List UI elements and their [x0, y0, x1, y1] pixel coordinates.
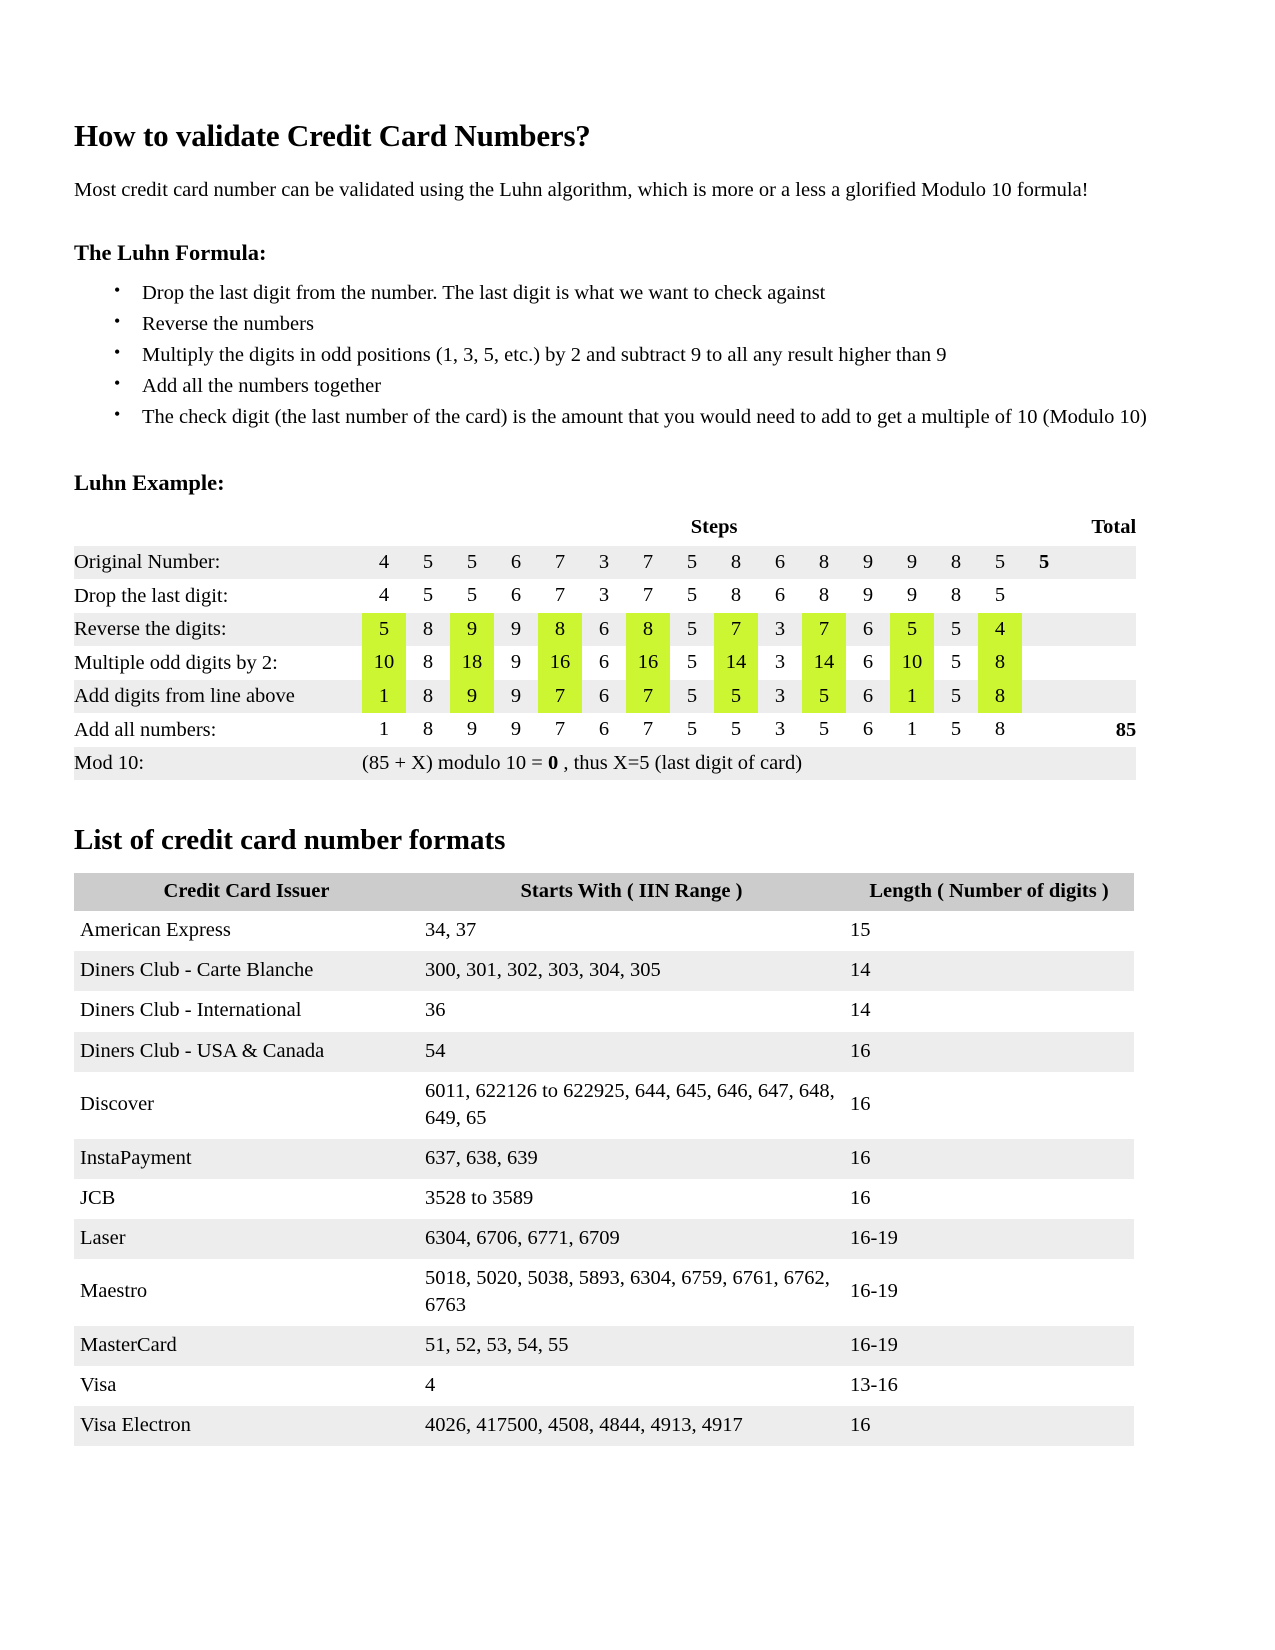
luhn-digit-cell: 3 [598, 584, 610, 607]
luhn-digit-cell: 4 [378, 550, 390, 573]
luhn-digit-cell: 5 [686, 550, 698, 573]
issuer-name-cell: MasterCard [80, 1333, 177, 1356]
luhn-digit-cell: 6 [862, 617, 874, 640]
table-row [74, 1179, 1134, 1219]
luhn-digit-cell: 5 [950, 651, 962, 674]
luhn-formula-list [74, 278, 1201, 432]
luhn-digit-cell: 9 [862, 550, 874, 573]
iin-range-cell: 5018, 5020, 5038, 5893, 6304, 6759, 6761, 6762, 6763 [425, 1266, 830, 1316]
iin-range-cell: 300, 301, 302, 303, 304, 305 [425, 959, 661, 982]
luhn-row-label: Original Number: [74, 551, 221, 574]
luhn-digit-cell: 9 [906, 550, 918, 573]
issuer-name-cell: Maestro [80, 1280, 148, 1303]
luhn-digit-cell: 8 [422, 718, 434, 741]
luhn-row [74, 713, 1136, 747]
luhn-digit-cell: 3 [598, 550, 610, 573]
formula-bullet: • The check digit (the last number of the card) is the amount that you would need to add to get a multiple of 10 (Modulo 10) [142, 402, 1162, 432]
luhn-digit-cell: 9 [510, 651, 522, 674]
iin-range-cell: 54 [425, 1039, 446, 1062]
table-row [74, 951, 1134, 991]
luhn-digit-cell: 8 [730, 550, 742, 573]
luhn-digit-cell: 10 [890, 646, 934, 680]
luhn-total-cell [1066, 613, 1136, 647]
table-row [74, 1139, 1134, 1179]
card-length-cell: 15 [850, 919, 871, 942]
card-length-cell: 13-16 [850, 1373, 898, 1396]
issuer-name-cell: American Express [80, 919, 231, 942]
luhn-header-blank [74, 516, 362, 546]
luhn-digit-cell: 6 [598, 617, 610, 640]
issuer-name-cell: Diners Club - International [80, 999, 302, 1022]
luhn-table-body [74, 546, 1136, 781]
intro-paragraph: Most credit card number can be validated using the Luhn algorithm, which is more or a less a glorified Modulo 10 formula! [74, 179, 1089, 201]
luhn-digit-cell: 6 [862, 684, 874, 707]
luhn-mod10-label: Mod 10: [74, 752, 145, 775]
luhn-total-cell [1066, 646, 1136, 680]
iin-range-cell: 34, 37 [425, 919, 477, 942]
luhn-digit-cell: 8 [978, 680, 1022, 714]
luhn-digit-cell: 18 [450, 646, 494, 680]
issuer-name-cell: JCB [80, 1186, 116, 1209]
card-length-cell: 16-19 [850, 1226, 898, 1249]
luhn-row-label: Multiple odd digits by 2: [74, 651, 278, 674]
luhn-digit-cell: 5 [422, 584, 434, 607]
luhn-digit-cell: 3 [774, 617, 786, 640]
mod10-expression-prefix: (85 + X) modulo 10 = [362, 752, 548, 775]
formats-header-issuer: Credit Card Issuer [74, 873, 419, 911]
luhn-digit-cell: 5 [950, 684, 962, 707]
table-row [74, 1072, 1134, 1139]
formats-table-body [74, 911, 1134, 1446]
formula-bullet: • Reverse the numbers [142, 309, 1162, 339]
luhn-total-cell [1066, 680, 1136, 714]
luhn-digit-cell: 8 [422, 684, 434, 707]
luhn-digit-cell: 6 [774, 550, 786, 573]
issuer-name-cell: Visa Electron [80, 1413, 191, 1436]
luhn-digit-cell: 9 [450, 680, 494, 714]
table-row [74, 1032, 1134, 1072]
iin-range-cell: 51, 52, 53, 54, 55 [425, 1333, 569, 1356]
card-length-cell: 16 [850, 1093, 871, 1116]
card-length-cell: 16-19 [850, 1280, 898, 1303]
luhn-row [74, 680, 1136, 714]
luhn-total-cell [1066, 579, 1136, 613]
issuer-name-cell: Diners Club - Carte Blanche [80, 959, 314, 982]
luhn-digit-cell: 9 [510, 684, 522, 707]
luhn-digit-cell: 5 [802, 680, 846, 714]
luhn-digit-cell: 5 [818, 718, 830, 741]
luhn-digit-cell: 5 [994, 584, 1006, 607]
luhn-digit-cell: 9 [906, 584, 918, 607]
luhn-digit-cell: 6 [598, 651, 610, 674]
luhn-digit-cell: 6 [774, 584, 786, 607]
iin-range-cell: 4 [425, 1373, 436, 1396]
card-length-cell: 14 [850, 999, 871, 1022]
luhn-digit-cell [1022, 646, 1066, 680]
luhn-digit-cell: 5 [950, 617, 962, 640]
iin-range-cell: 6011, 622126 to 622925, 644, 645, 646, 647, 648, 649, 65 [425, 1079, 835, 1129]
luhn-digit-cell: 1 [906, 718, 918, 741]
luhn-digit-cell: 3 [774, 718, 786, 741]
luhn-digit-cell: 8 [994, 718, 1006, 741]
luhn-digit-cell: 9 [450, 613, 494, 647]
table-row [74, 1366, 1134, 1406]
luhn-digit-cell: 9 [466, 718, 478, 741]
card-length-cell: 16 [850, 1186, 871, 1209]
luhn-digit-cell [1022, 613, 1066, 647]
card-length-cell: 16-19 [850, 1333, 898, 1356]
luhn-digit-cell: 7 [802, 613, 846, 647]
luhn-row [74, 613, 1136, 647]
luhn-digit-cell: 5 [994, 550, 1006, 573]
luhn-digit-cell: 7 [554, 584, 566, 607]
luhn-row [74, 546, 1136, 580]
luhn-digit-cell: 7 [538, 680, 582, 714]
luhn-digit-cell: 3 [774, 651, 786, 674]
luhn-digit-cell: 1 [378, 718, 390, 741]
iin-range-cell: 4026, 417500, 4508, 4844, 4913, 4917 [425, 1413, 743, 1436]
luhn-digit-cell: 6 [510, 550, 522, 573]
luhn-digit-cell [1022, 579, 1066, 613]
iin-range-cell: 36 [425, 999, 446, 1022]
issuer-name-cell: Laser [80, 1226, 126, 1249]
luhn-digit-cell: 16 [626, 646, 670, 680]
luhn-total-cell: 85 [1115, 718, 1137, 741]
luhn-digit-cell: 8 [950, 550, 962, 573]
luhn-digit-cell: 7 [642, 550, 654, 573]
luhn-digit-cell: 5 [686, 584, 698, 607]
luhn-digit-cell [1022, 713, 1066, 747]
luhn-digit-cell: 6 [598, 684, 610, 707]
luhn-digit-cell [1022, 680, 1066, 714]
formula-bullet: • Multiply the digits in odd positions (1, 3, 5, etc.) by 2 and subtract 9 to all any result higher than 9 [142, 340, 1162, 370]
luhn-mod10-row [74, 747, 1136, 781]
luhn-header-steps: Steps [362, 516, 1066, 546]
formula-bullet: • Add all the numbers together [142, 371, 1162, 401]
table-row [74, 1219, 1134, 1259]
luhn-digit-cell: 7 [642, 718, 654, 741]
card-length-cell: 16 [850, 1413, 871, 1436]
luhn-digit-cell: 8 [950, 584, 962, 607]
luhn-digit-cell: 5 [714, 680, 758, 714]
table-row [74, 1326, 1134, 1366]
table-row [74, 911, 1134, 951]
luhn-digit-cell: 6 [598, 718, 610, 741]
luhn-digit-cell: 1 [362, 680, 406, 714]
iin-range-cell: 6304, 6706, 6771, 6709 [425, 1226, 620, 1249]
luhn-steps-table [74, 516, 1136, 781]
card-length-cell: 16 [850, 1039, 871, 1062]
luhn-example-heading: Luhn Example: [74, 469, 225, 495]
table-row [74, 1259, 1134, 1326]
formats-header-row [74, 873, 1134, 911]
luhn-digit-cell: 8 [422, 651, 434, 674]
formats-header-iin: Starts With ( IIN Range ) [419, 873, 844, 911]
luhn-row [74, 579, 1136, 613]
table-row [74, 1406, 1134, 1446]
luhn-table-header-row [74, 516, 1136, 546]
luhn-digit-cell: 8 [730, 584, 742, 607]
luhn-digit-cell: 5 [686, 651, 698, 674]
luhn-digit-cell: 9 [510, 617, 522, 640]
luhn-digit-cell: 9 [862, 584, 874, 607]
card-formats-table [74, 873, 1134, 1446]
luhn-digit-cell: 7 [714, 613, 758, 647]
luhn-digit-cell: 14 [714, 646, 758, 680]
card-length-cell: 16 [850, 1146, 871, 1169]
issuer-name-cell: Diners Club - USA & Canada [80, 1039, 325, 1062]
issuer-name-cell: Discover [80, 1093, 155, 1116]
luhn-digit-cell: 5 [950, 718, 962, 741]
luhn-mod10-expression [362, 747, 1136, 781]
luhn-digit-cell: 5 [686, 684, 698, 707]
luhn-digit-cell: 5 [890, 613, 934, 647]
luhn-row-label: Reverse the digits: [74, 618, 227, 641]
luhn-digit-cell: 16 [538, 646, 582, 680]
luhn-digit-cell: 8 [818, 584, 830, 607]
luhn-total-cell [1066, 546, 1136, 580]
luhn-digit-cell: 5 [686, 617, 698, 640]
luhn-digit-cell: 7 [626, 680, 670, 714]
luhn-digit-cell: 6 [862, 651, 874, 674]
mod10-expression-suffix: , thus X=5 (last digit of card) [558, 752, 803, 775]
luhn-digit-cell: 5 [686, 718, 698, 741]
luhn-digit-cell: 8 [626, 613, 670, 647]
luhn-digit-cell: 7 [554, 718, 566, 741]
luhn-digit-cell: 7 [642, 584, 654, 607]
formats-header-length: Length ( Number of digits ) [844, 873, 1134, 911]
issuer-name-cell: InstaPayment [80, 1146, 192, 1169]
luhn-digit-cell: 5 [466, 584, 478, 607]
luhn-row-label: Add digits from line above [74, 685, 295, 708]
luhn-row [74, 646, 1136, 680]
luhn-digit-cell: 1 [890, 680, 934, 714]
luhn-digit-cell: 5 [422, 550, 434, 573]
luhn-digit-cell: 5 [362, 613, 406, 647]
luhn-row-label: Drop the last digit: [74, 584, 229, 607]
issuer-name-cell: Visa [80, 1373, 117, 1396]
luhn-digit-cell: 7 [554, 550, 566, 573]
formula-bullet: • Drop the last digit from the number. The last digit is what we want to check against [142, 278, 1162, 308]
luhn-digit-cell: 8 [538, 613, 582, 647]
luhn-digit-cell: 8 [422, 617, 434, 640]
card-length-cell: 14 [850, 959, 871, 982]
luhn-digit-cell: 8 [978, 646, 1022, 680]
luhn-digit-cell: 6 [862, 718, 874, 741]
luhn-digit-cell: 5 [466, 550, 478, 573]
luhn-formula-heading: The Luhn Formula: [74, 239, 267, 265]
luhn-digit-cell: 5 [1038, 550, 1050, 573]
luhn-digit-cell: 8 [818, 550, 830, 573]
table-row [74, 991, 1134, 1031]
luhn-digit-cell: 3 [774, 684, 786, 707]
luhn-digit-cell: 9 [510, 718, 522, 741]
page-title: How to validate Credit Card Numbers? [74, 118, 591, 153]
luhn-digit-cell: 14 [802, 646, 846, 680]
iin-range-cell: 637, 638, 639 [425, 1146, 538, 1169]
luhn-digit-cell: 6 [510, 584, 522, 607]
luhn-digit-cell: 4 [378, 584, 390, 607]
luhn-header-total: Total [1066, 516, 1136, 546]
formats-section-title: List of credit card number formats [74, 824, 506, 857]
luhn-row-label: Add all numbers: [74, 718, 217, 741]
luhn-digit-cell: 5 [730, 718, 742, 741]
iin-range-cell: 3528 to 3589 [425, 1186, 534, 1209]
luhn-digit-cell: 4 [978, 613, 1022, 647]
luhn-digit-cell: 10 [362, 646, 406, 680]
mod10-expression-result: 0 [547, 752, 559, 775]
